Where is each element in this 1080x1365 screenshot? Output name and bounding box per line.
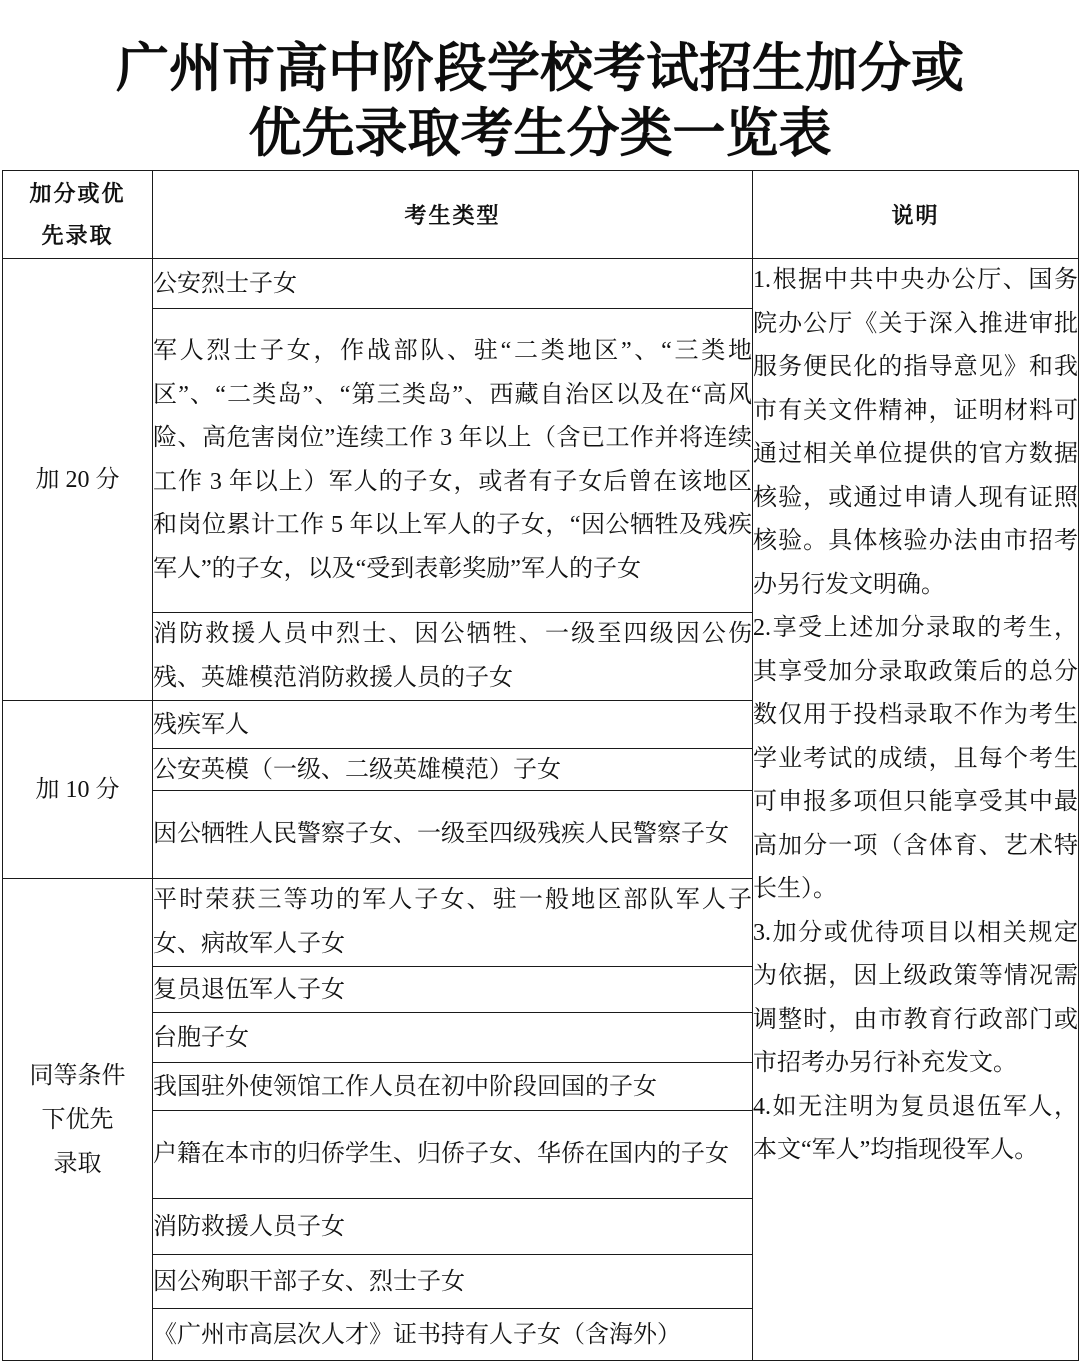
note-item-1: 1.根据中共中央办公厅、国务院办公厅《关于深入推进审批服务便民化的指导意见》和我市有关文件精神，证明材料可通过相关单位提供的官方数据核验，或通过申请人现有证照核验。具体核验办法由市招考办另行发文明确。 (753, 267, 1078, 598)
header-category (3, 171, 153, 259)
group-label-plus-10: 加 10 分 (3, 701, 153, 879)
student-type-cell: 消防救援人员中烈士、因公牺牲、一级至四级因公伤残、英雄模范消防救援人员的子女 (153, 613, 753, 701)
student-type-cell: 我国驻外使领馆工作人员在初中阶段回国的子女 (153, 1063, 753, 1111)
student-type-cell: 公安烈士子女 (153, 259, 753, 309)
student-type-cell: 公安英模（一级、二级英雄模范）子女 (153, 749, 753, 791)
document-title (0, 37, 1080, 167)
note-item-3: 3.加分或优待项目以相关规定为依据，因上级政策等情况需调整时，由市教育行政部门或市招考办另行补充发文。 (753, 919, 1078, 1076)
student-type-cell: 复员退伍军人子女 (153, 967, 753, 1013)
header-row (3, 171, 1079, 259)
table-header (3, 171, 1079, 259)
student-type-cell: 残疾军人 (153, 701, 753, 749)
header-notes: 说明 (753, 171, 1079, 259)
student-type-cell: 军人烈士子女，作战部队、驻“二类地区”、“三类地区”、“二类岛”、“第三类岛”、西藏自治区以及在“高风险、高危害岗位”连续工作 3 年以上（含已工作并将连续工作 3 年以上）军人的子女，或者有子女后曾在该地区和岗位累计工作 5 年以上军人的子女，“因公牺牲及残疾军人”的子女，以及“受到表彰奖励”军人的子女 (153, 309, 753, 613)
student-type-cell: 消防救援人员子女 (153, 1199, 753, 1255)
student-type-cell: 《广州市高层次人才》证书持有人子女（含海外） (153, 1309, 753, 1361)
header-category-label: 加分或优先录取 (29, 180, 126, 248)
student-type-cell: 平时荣获三等功的军人子女、驻一般地区部队军人子女、病故军人子女 (153, 879, 753, 967)
table-row (3, 259, 1079, 309)
student-type-cell: 台胞子女 (153, 1013, 753, 1063)
note-item-4: 4.如无注明为复员退伍军人，本文“军人”均指现役军人。 (753, 1093, 1078, 1163)
student-type-cell: 因公殉职干部子女、烈士子女 (153, 1255, 753, 1309)
notes-cell (753, 259, 1079, 1361)
student-type-cell: 因公牺牲人民警察子女、一级至四级残疾人民警察子女 (153, 791, 753, 879)
student-type-cell: 户籍在本市的归侨学生、归侨子女、华侨在国内的子女 (153, 1111, 753, 1199)
group-label-plus-20: 加 20 分 (3, 259, 153, 701)
classification-table (2, 170, 1079, 1361)
title-line-1: 广州市高中阶段学校考试招生加分或 (116, 40, 964, 98)
title-line-2: 优先录取考生分类一览表 (248, 105, 832, 163)
group-label-priority-admission: 同等条件 下优先 录取 (3, 879, 153, 1361)
note-item-2: 2.享受上述加分录取的考生，其享受加分录取政策后的总分数仅用于投档录取不作为考生学业考试的成绩，且每个考生可申报多项但只能享受其中最高加分一项（含体育、艺术特长生）。 (753, 615, 1078, 902)
header-student-type: 考生类型 (153, 171, 753, 259)
table-body (3, 259, 1079, 1361)
